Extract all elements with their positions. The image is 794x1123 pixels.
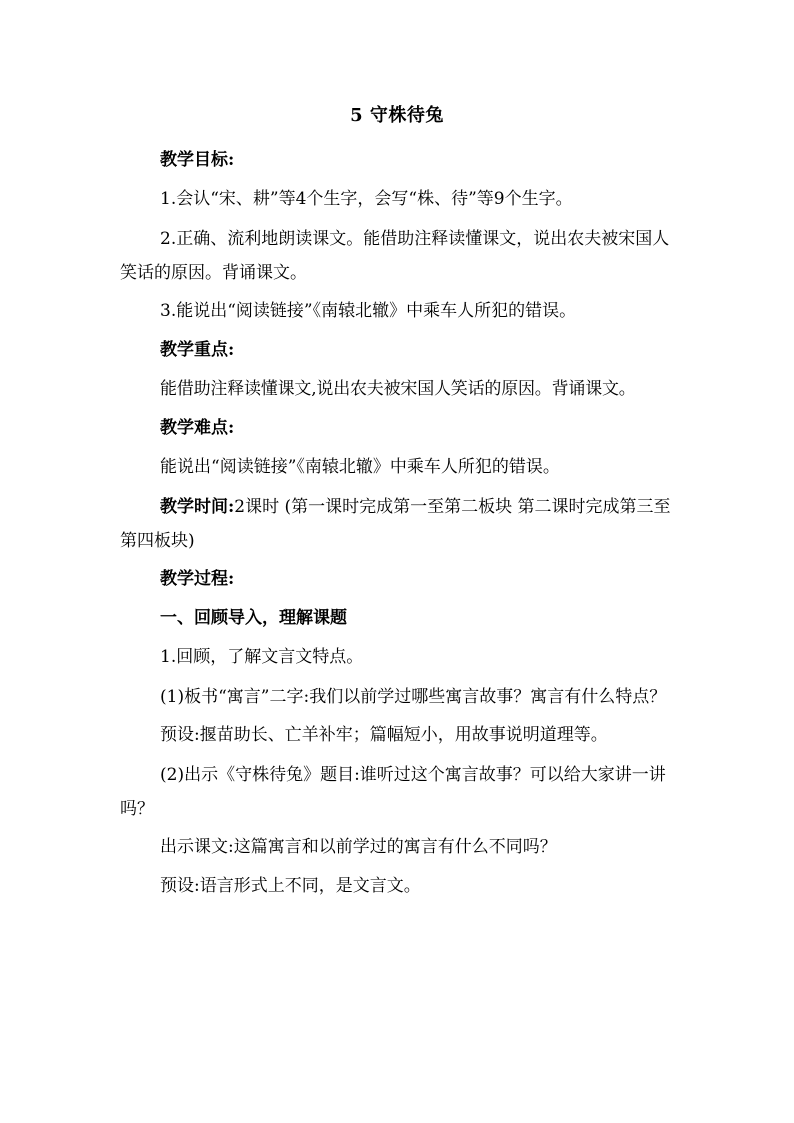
- paragraph-section-1-heading: 一、回顾导入，理解课题: [160, 608, 347, 628]
- paragraph-objective-3: 3.能说出“阅读链接”《南辕北辙》中乘车人所犯的错误。: [160, 301, 577, 321]
- paragraph-step-1-2: (2)出示《守株待兔》题目:谁听过这个寓言故事？可以给大家讲一讲吗？: [120, 765, 666, 819]
- paragraph-step-1: 1.回顾，了解文言文特点。: [160, 647, 364, 667]
- paragraph-objective-2: 2.正确、流利地朗读课文。能借助注释读懂课文，说出农夫被宋国人笑话的原因。背诵课文。: [120, 229, 670, 283]
- paragraph-key-points-heading: 教学重点:: [160, 340, 235, 360]
- document-body: [120, 148, 680, 913]
- teaching-time-label: 教学时间:: [160, 497, 235, 517]
- paragraph-preset-2: 预设:语言形式上不同，是文言文。: [160, 876, 421, 896]
- page-title: 5 守株待兔: [350, 105, 444, 126]
- paragraph-teaching-time: [120, 490, 680, 558]
- paragraph-objective-1: 1.会认“宋、耕”等4个生字，会写“株、待”等9个生字。: [160, 189, 573, 209]
- paragraph-preset-1: 预设:揠苗助长、亡羊补牢；篇幅短小，用故事说明道理等。: [160, 725, 608, 745]
- paragraph-objectives-heading: 教学目标:: [160, 150, 235, 170]
- paragraph-process-heading: 教学过程:: [160, 569, 235, 589]
- paragraph-key-points: 能借助注释读懂课文,说出农夫被宋国人笑话的原因。背诵课文。: [160, 379, 636, 399]
- paragraph-step-1-1: (1)板书“寓言”二字:我们以前学过哪些寓言故事？寓言有什么特点？: [160, 687, 667, 707]
- paragraph-difficulty-heading: 教学难点:: [160, 418, 235, 438]
- paragraph-show-text: 出示课文:这篇寓言和以前学过的寓言有什么不同吗？: [160, 837, 557, 857]
- paragraph-difficulty: 能说出“阅读链接”《南辕北辙》中乘车人所犯的错误。: [160, 457, 560, 477]
- teaching-time-text: 2课时 (第一课时完成第一至第二板块 第二课时完成第三至第四板块): [120, 497, 671, 551]
